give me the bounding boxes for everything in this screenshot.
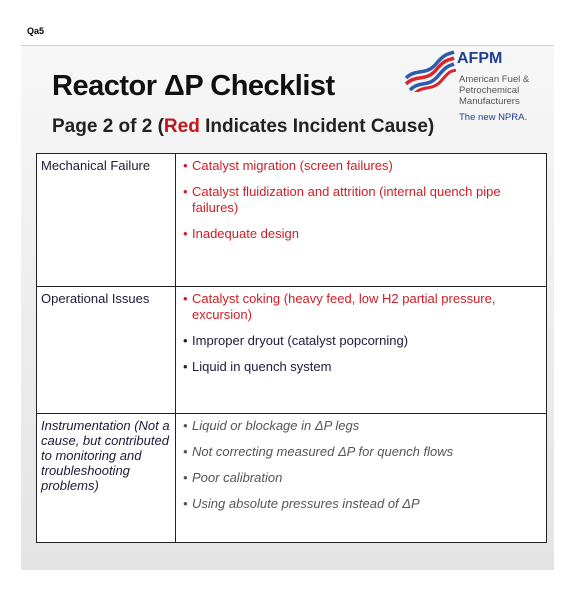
afpm-logo — [404, 48, 554, 140]
subtitle-prefix: Page 2 of 2 ( — [52, 116, 164, 137]
corner-tag: Qa5 — [27, 26, 45, 36]
list-item: • Liquid or blockage in ΔP legs — [180, 418, 542, 434]
list-item: • Improper dryout (catalyst popcorning) — [180, 333, 542, 349]
list-item: • Catalyst fluidization and attrition (internal quench pipe failures) — [180, 184, 542, 216]
table-row — [37, 414, 547, 543]
items-cell — [176, 154, 547, 287]
list-item: • Inadequate design — [180, 226, 542, 242]
list-item: • Catalyst migration (screen failures) — [180, 158, 542, 174]
list-item: • Catalyst coking (heavy feed, low H2 partial pressure, excursion) — [180, 291, 542, 323]
item-list — [180, 418, 542, 512]
list-item: • Using absolute pressures instead of ΔP — [180, 496, 542, 512]
page-subtitle — [52, 116, 434, 138]
category-cell: Instrumentation (Not a cause, but contributed to monitoring and troubleshooting problems) — [37, 414, 176, 543]
list-item: • Not correcting measured ΔP for quench flows — [180, 444, 542, 460]
logo-name: AFPM — [457, 50, 503, 67]
category-cell: Mechanical Failure — [37, 154, 176, 287]
items-cell — [176, 414, 547, 543]
logo-full-name: American Fuel & Petrochemical Manufacturers — [459, 74, 530, 107]
items-cell — [176, 287, 547, 414]
item-list — [180, 158, 542, 242]
flag-stripes-icon — [404, 48, 456, 92]
category-cell: Operational Issues — [37, 287, 176, 414]
page-title: Reactor ΔP Checklist — [52, 70, 335, 102]
subtitle-suffix: Indicates Incident Cause) — [199, 116, 435, 137]
logo-tagline: The new NPRA. — [459, 112, 528, 123]
checklist-table — [36, 153, 547, 543]
list-item: • Poor calibration — [180, 470, 542, 486]
table-row — [37, 287, 547, 414]
subtitle-red-word: Red — [163, 116, 200, 137]
list-item: • Liquid in quench system — [180, 359, 542, 375]
table-row — [37, 154, 547, 287]
item-list — [180, 291, 542, 375]
